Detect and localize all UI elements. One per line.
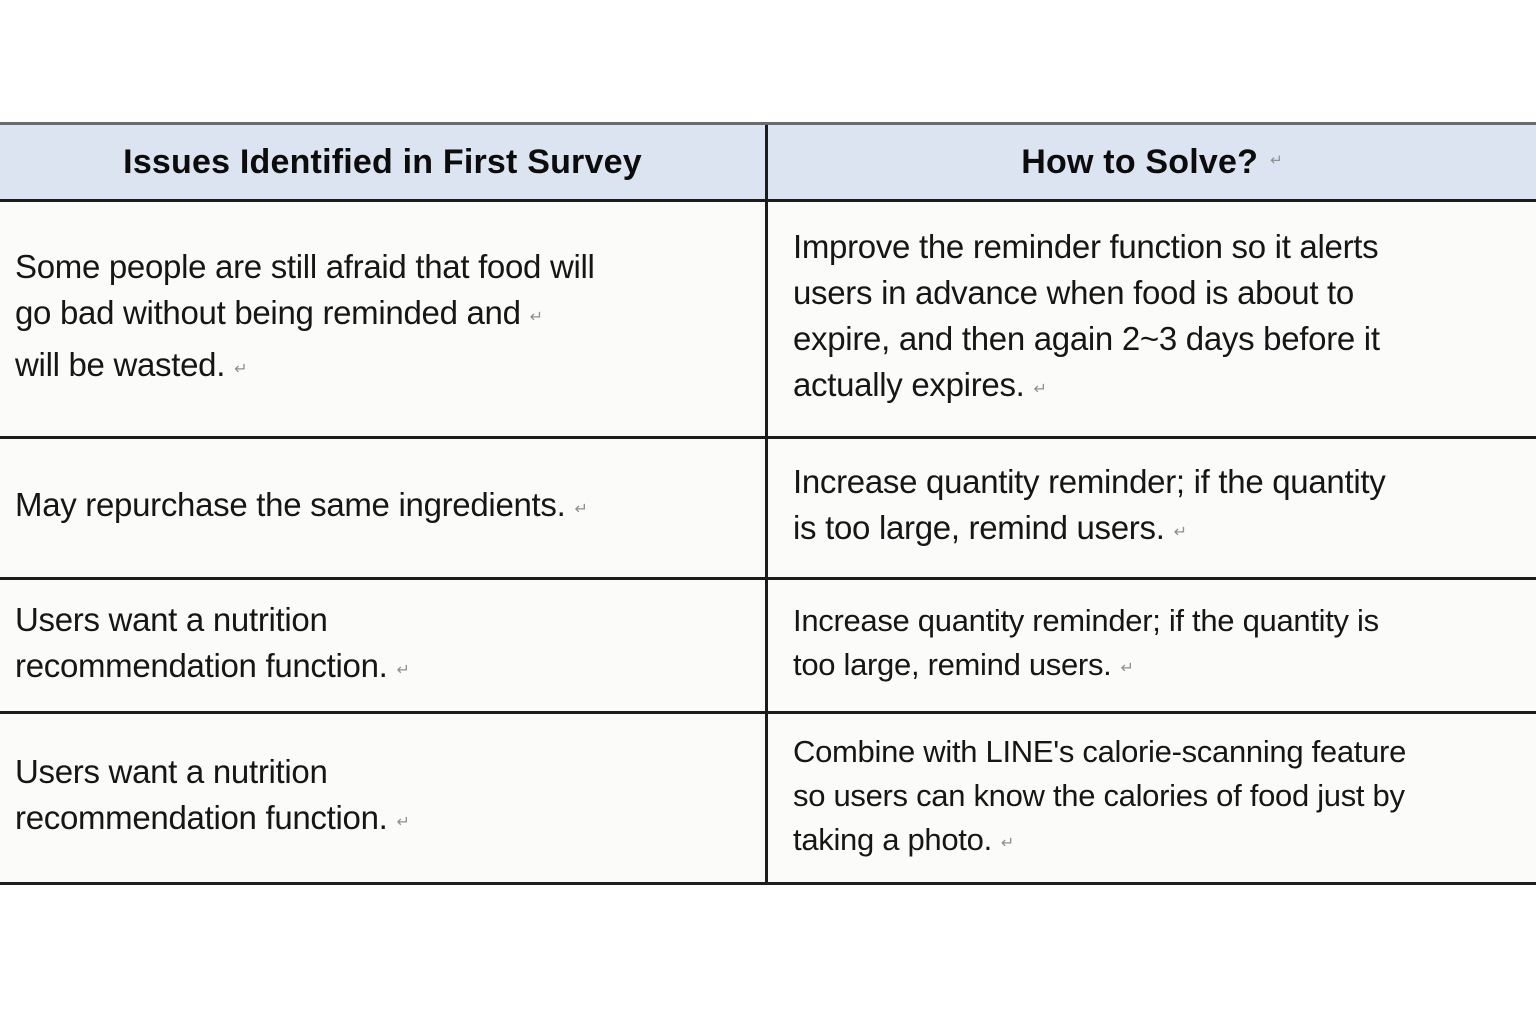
text-line: actually expires. ↵ <box>793 362 1528 414</box>
cell-solution-2 <box>768 439 1536 580</box>
header-cell-solve <box>768 125 1536 202</box>
text-line: Users want a nutrition <box>15 753 328 790</box>
cell-issue-1 <box>0 202 768 439</box>
paragraph-mark-icon: ↵ <box>396 812 410 831</box>
paragraph-mark-icon: ↵ <box>1033 379 1047 398</box>
text-line: Some people are still afraid that food will <box>15 248 595 285</box>
cell-solution-4 <box>768 714 1536 882</box>
cell-issue-4 <box>0 714 768 882</box>
text-line: expire, and then again 2~3 days before it <box>793 320 1380 357</box>
paragraph-mark-icon: ↵ <box>396 659 410 679</box>
text-line: is too large, remind users. ↵ <box>793 505 1528 557</box>
header-solve-label: How to Solve? <box>1021 142 1259 181</box>
text-line: May repurchase the same ingredients. ↵ <box>15 482 747 534</box>
paragraph-mark-icon: ↵ <box>234 359 248 378</box>
text-line: recommendation function. ↵ <box>15 643 747 695</box>
paragraph-mark-icon: ↵ <box>1000 832 1015 852</box>
cell-solution-1 <box>768 202 1536 439</box>
header-issues-label: Issues Identified in First Survey <box>123 142 642 181</box>
text-line: recommendation function. ↵ <box>15 795 747 847</box>
paragraph-mark-icon: ↵ <box>1120 658 1134 677</box>
text-line: Increase quantity reminder; if the quantity <box>793 463 1386 500</box>
paragraph-mark-icon: ↵ <box>529 307 544 326</box>
text-line: taking a photo. ↵ <box>793 818 1528 867</box>
text-line: so users can know the calories of food just by <box>793 777 1405 813</box>
paragraph-mark-icon: ↵ <box>574 499 588 518</box>
header-cell-issues <box>0 125 768 202</box>
survey-issues-table <box>0 122 1536 885</box>
cell-solution-3 <box>768 580 1536 714</box>
text-line: Combine with LINE's calorie-scanning feature <box>793 733 1407 769</box>
text-line: users in advance when food is about to <box>793 274 1354 311</box>
paragraph-mark-icon: ↵ <box>1173 522 1187 541</box>
text-line: Increase quantity reminder; if the quantity is <box>793 603 1379 638</box>
cell-issue-2 <box>0 439 768 580</box>
text-line: go bad without being reminded and ↵ <box>15 290 747 342</box>
paragraph-mark-icon: ↵ <box>1270 151 1283 169</box>
text-line: Users want a nutrition <box>15 600 328 638</box>
text-line: Improve the reminder function so it alerts <box>793 228 1379 265</box>
text-line: will be wasted. ↵ <box>15 342 747 394</box>
cell-issue-3 <box>0 580 768 714</box>
text-line: too large, remind users. ↵ <box>793 643 1528 692</box>
